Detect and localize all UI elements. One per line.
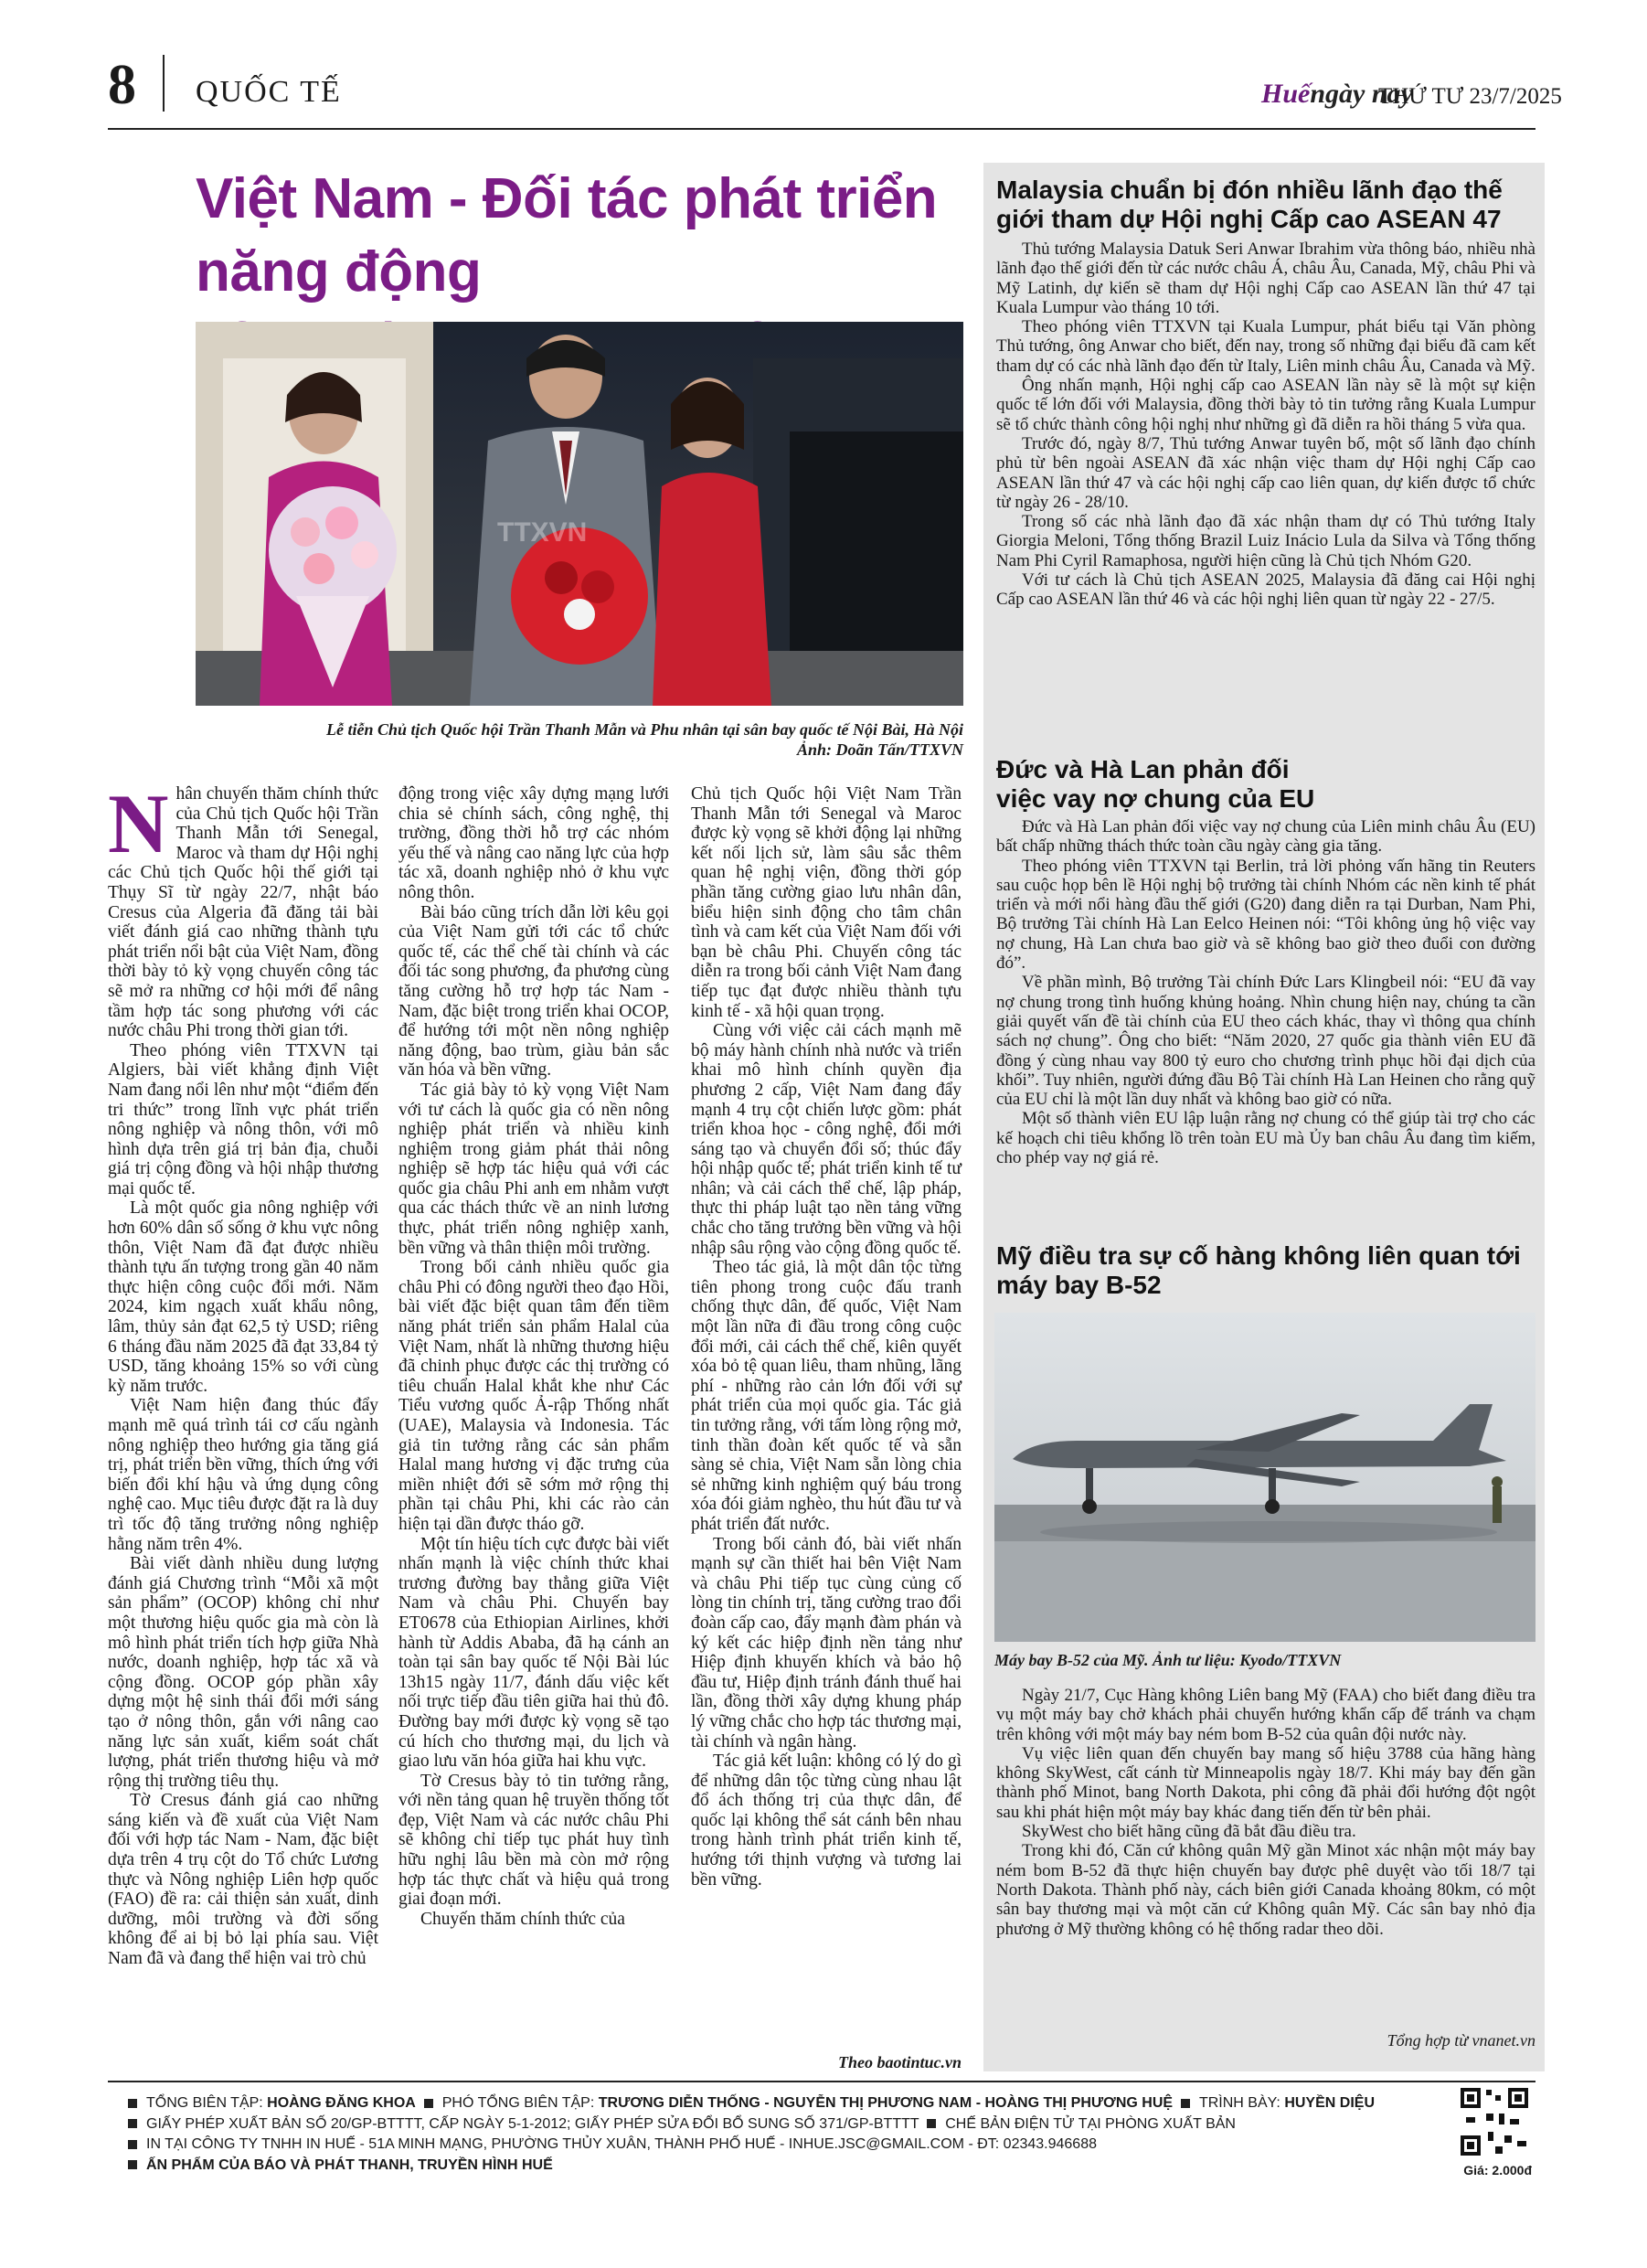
paragraph: Tờ Cresus bày tỏ tin tưởng rằng, với nền tảng quan hệ truyền thống tốt đẹp, Việt Nam và các nước châu Phi sẽ không chỉ tiếp tục phát huy tình hữu nghị lâu bền mà còn mở rộng hợp tác thực chất và hiệu quả trong giai đoạn mới. — [398, 1771, 669, 1910]
photo-watermark: TTXVN — [497, 517, 588, 548]
paragraph: Một tín hiệu tích cực được bài viết nhấn mạnh là việc chính thức khai trương đường bay thẳng giữa Việt Nam và châu Phi. Chuyến bay ET0678 của Ethiopian Airlines, khởi hành từ Addis Ababa, đã hạ cánh an toàn tại sân bay quốc tế Nội Bài lúc 13h15 ngày 11/7, đánh dấu việc kết nối trực tiếp đầu tiên giữa hai thủ đô. Đường bay mới được kỳ vọng sẽ tạo cú hích cho thương mại, du lịch và giao lưu văn hóa giữa hai khu vực. — [398, 1534, 669, 1772]
paragraph: Cùng với việc cải cách mạnh mẽ bộ máy hành chính nhà nước và triển khai mô hình chính quyền địa phương 2 cấp, Việt Nam đang đẩy mạnh 4 trụ cột chiến lược gồm: phát triển khoa học - công nghệ, đổi mới sáng tạo và chuyển đổi số; thúc đẩy hội nhập quốc tế; phát triển kinh tế tư nhân; và cải cách thể chế, lập pháp, thực thi pháp luật tạo nền tảng vững chắc cho tăng trưởng bền vững và hội nhập sâu rộng vào cộng đồng quốc tế. — [691, 1021, 962, 1258]
article-source: Theo baotintuc.vn — [837, 2053, 962, 2071]
masthead-footer — [128, 2093, 1426, 2176]
photo-caption: Lễ tiễn Chủ tịch Quốc hội Trần Thanh Mẫn và Phu nhân tại sân bay quốc tế Nội Bài, Hà Nội — [326, 720, 963, 739]
sidebar-article-b52 — [996, 1686, 1535, 1939]
article-column-3 — [691, 784, 962, 1890]
paragraph: Chuyến thăm chính thức của — [420, 1909, 625, 1929]
paragraph: Với tư cách là Chủ tịch ASEAN 2025, Malaysia đã đăng cai Hội nghị Cấp cao ASEAN lần thứ 46 và các hội nghị liên quan từ ngày 22 - 27/5. — [996, 570, 1535, 610]
square-bullet-icon — [128, 2160, 137, 2169]
header-rule — [108, 128, 1535, 130]
paragraph: Theo phóng viên TTXVN tại Kuala Lumpur, phát biểu tại Văn phòng Thủ tướng, ông Anwar cho biết, đến nay, trong số những đại biểu đã cam kết tham dự có các nhà lãnh đạo đến từ Italy, Liên minh châu Âu, Canada và Mỹ. — [996, 317, 1535, 376]
sidebar-headline-eu-debt: Đức và Hà Lan phản đối việc vay nợ chung của EU — [996, 755, 1315, 813]
printer-info: IN TẠI CÔNG TY TNHH IN HUẾ - 51A MINH MẠNG, PHƯỜNG THỦY XUÂN, THÀNH PHỐ HUẾ - INHUE.JSC@GMAIL.COM - ĐT: 02343.946688 — [146, 2136, 1097, 2152]
drop-cap: N — [108, 777, 169, 870]
issue-date: THỨ TƯ 23/7/2025 — [1378, 84, 1562, 109]
deputy-editor-names: TRƯƠNG DIỄN THỐNG - NGUYỄN THỊ PHƯƠNG NAM - HOÀNG THỊ PHƯƠNG HUỆ — [598, 2095, 1174, 2111]
headline-line-1: Việt Nam - Đối tác phát triển năng động — [196, 167, 938, 303]
sidebar-article-eu-debt — [996, 817, 1535, 1167]
square-bullet-icon — [128, 2099, 137, 2108]
footer-rule — [108, 2081, 1535, 2082]
paragraph: Việt Nam hiện đang thúc đẩy mạnh mẽ quá trình tái cơ cấu ngành nông nghiệp theo hướng gia tăng giá trị, phát triển bền vững, thích ứng với biến đổi khí hậu và ứng dụng công nghệ cao. Mục tiêu được đặt ra là duy trì tốc độ tăng trưởng nông nghiệp hằng năm trên 4%. — [108, 1396, 378, 1554]
article-column-2 — [398, 784, 669, 1929]
sidebar-headline-malaysia: Malaysia chuẩn bị đón nhiều lãnh đạo thế giới tham dự Hội nghị Cấp cao ASEAN 47 — [996, 176, 1503, 233]
logo-part-a: Huế — [1261, 79, 1311, 109]
page-number: 8 — [108, 54, 136, 116]
footer-line-2 — [128, 2114, 1426, 2135]
article-column-1 — [108, 777, 378, 1969]
square-bullet-icon — [927, 2119, 936, 2128]
paragraph: Trong bối cảnh đó, bài viết nhấn mạnh sự cần thiết hai bên Việt Nam và châu Phi tiếp tục cùng củng cố lòng tin chính trị, tăng cường trao đổi đoàn cấp cao, đẩy mạnh đàm phán và ký kết các hiệp định nền tảng như Hiệp định khuyến khích và bảo hộ đầu tư, Hiệp định tránh đánh thuế hai lần, đồng thời xây dựng khung pháp lý vững chắc cho hợp tác thương mại, tài chính và ngân hàng. — [691, 1534, 962, 1752]
header-divider — [163, 55, 165, 112]
paragraph: Bài báo cũng trích dẫn lời kêu gọi của Việt Nam gửi tới các tổ chức quốc tế, các thể chế tài chính và các đối tác song phương, đa phương cùng tăng cường hỗ trợ hợp tác Nam - Nam, đặc biệt trong triển khai OCOP, để hướng tới một nền nông nghiệp năng động, bao trùm, giàu bản sắc văn hóa và bền vững. — [398, 902, 669, 1081]
paragraph: động trong việc xây dựng mạng lưới chia sẻ chính sách, công nghệ, thị trường, đồng thời hỗ trợ các nhóm yếu thế và nâng cao năng lực của hợp tác xã, doanh nghiệp nhỏ ở khu vực nông thôn. — [398, 784, 669, 902]
paragraph: Tác giả kết luận: không có lý do gì để những dân tộc từng cùng nhau lật đổ ách thống trị của thực dân, để quốc lại không thể sát cánh bên nhau trong hành trình phát triển kinh tế, hướng tới thịnh vượng và tương lai bền vững. — [691, 1752, 962, 1890]
paragraph: Theo tác giả, là một dân tộc từng tiên phong trong cuộc đấu tranh chống thực dân, đế quốc, Việt Nam một lần nữa đi đầu trong công cuộc đổi mới, cải cách thể chế, kiên quyết xóa bỏ tệ quan liêu, tham nhũng, lãng phí - những rào cản lớn đối với sự phát triển của mọi quốc gia. Tác giả tin tưởng rằng, với tấm lòng rộng mở, tinh thần đoàn kết quốc tế và sẵn sàng sẻ chia, Việt Nam sẵn lòng chia sẻ những kinh nghiệm quý báu trong xóa đói giảm nghèo, thu hút đầu tư và phát triển đất nước. — [691, 1258, 962, 1534]
b52-photo-illustration — [994, 1313, 1535, 1642]
paragraph: Tờ Cresus đánh giá cao những sáng kiến và đề xuất của Việt Nam đối với hợp tác Nam - Nam, đặc biệt dựa trên 4 trụ cột do Tổ chức Lương thực và Nông nghiệp Liên hợp quốc (FAO) đề ra: cải thiện sản xuất, dinh dưỡng, môi trường và đời sống không để ai bị bỏ lại phía sau. Việt Nam đã và đang thể hiện vai trò chủ — [108, 1791, 378, 1969]
editor-label: TỔNG BIÊN TẬP: — [146, 2095, 268, 2111]
price-label: Giá: 2.000đ — [1463, 2163, 1532, 2177]
paragraph: Ông nhấn mạnh, Hội nghị cấp cao ASEAN lần này sẽ là một sự kiện quốc tế lớn đối với Malaysia, đồng thời bày tỏ tin tưởng rằng Kuala Lumpur sẽ tổ chức thành công hội nghị như những gì đã diễn ra hồi tháng 5 vừa qua. — [996, 376, 1535, 434]
b52-article-source: Tổng hợp từ vnanet.vn — [1387, 2031, 1535, 2050]
sidebar-headline-b52: Mỹ điều tra sự cố hàng không liên quan tới máy bay B-52 — [996, 1241, 1521, 1299]
publisher-info: ẤN PHẨM CỦA BÁO VÀ PHÁT THANH, TRUYỀN HÌNH HUẾ — [146, 2156, 553, 2173]
lead-paragraph — [108, 777, 378, 1041]
deputy-editor-label: PHÓ TỔNG BIÊN TẬP: — [441, 2095, 599, 2111]
paragraph: Là một quốc gia nông nghiệp với hơn 60% dân số sống ở khu vực nông thôn, Việt Nam đã đạt được nhiều thành tựu ấn tượng trong gần 40 năm thực hiện công cuộc đổi mới. Năm 2024, kim ngạch xuất khẩu nông, lâm, thủy sản đạt 62,5 tỷ USD; riêng 6 tháng đầu năm 2025 đã đạt 33,84 tỷ USD, tăng khoảng 15% so với cùng kỳ năm trước. — [108, 1198, 378, 1396]
footer-line-1 — [128, 2093, 1426, 2114]
lead-text: hân chuyến thăm chính thức của Chủ tịch Quốc hội Trần Thanh Mẫn tới Senegal, Maroc và tham dự Hội nghị các Chủ tịch Quốc hội thế giới tại Thụy Sĩ từ ngày 22/7, nhật báo Cresus của Algeria đã đăng tải bài viết đánh giá cao những thành tựu phát triển nổi bật của Việt Nam, đồng thời bày tỏ kỳ vọng chuyến công tác sẽ mở ra những cơ hội mới để nâng tầm hợp tác song phương với các nước châu Phi trong thời gian tới. — [108, 784, 378, 1041]
paragraph: Bài viết dành nhiều dung lượng đánh giá Chương trình “Mỗi xã một sản phẩm” (OCOP) không chỉ như một thương hiệu quốc gia mà còn là mô hình phát triển tích hợp giữa Nhà nước, doanh nghiệp, hợp tác xã và cộng đồng. OCOP góp phần xây dựng một hệ sinh thái đổi mới sáng tạo ở nông thôn, gắn với nâng cao năng lực sản xuất, kiểm soát chất lượng, phát triển thương hiệu và mở rộng thị trường tiêu thụ. — [108, 1554, 378, 1791]
paragraph: Theo phóng viên TTXVN tại Berlin, trả lời phỏng vấn hãng tin Reuters sau cuộc họp bên lề Hội nghị bộ trưởng tài chính Nhóm các nền kinh tế phát triển và mới nổi hàng đầu thế giới (G20) đang diễn ra tại Durban, Nam Phi, Bộ trưởng Tài chính Hà Lan Eelco Heinen nói: “Tôi không ủng hộ việc vay nợ chung, Hà Lan chưa bao giờ và sẽ không bao giờ theo đuổi con đường đó”. — [996, 856, 1535, 974]
paragraph: SkyWest cho biết hãng cũng đã bắt đầu điều tra. — [1022, 1822, 1356, 1842]
license-info: GIẤY PHÉP XUẤT BẢN SỐ 20/GP-BTTTT, CẤP NGÀY 5-1-2012; GIẤY PHÉP SỬA ĐỔI BỔ SUNG SỐ 371/GP-BTTTT — [146, 2115, 919, 2132]
main-photo — [196, 322, 963, 706]
b52-photo — [994, 1313, 1535, 1642]
b52-photo-caption: Máy bay B-52 của Mỹ. Ảnh tư liệu: Kyodo/TTXVN — [994, 1651, 1342, 1669]
paragraph: Về phần mình, Bộ trưởng Tài chính Đức Lars Klingbeil nói: “EU đã vay nợ chung trong tình huống khủng hoảng. Nhìn chung hiện nay, chúng ta cần giải quyết vấn đề tài chính của EU theo cách khác, thay vì thông qua chính sách nợ chung”. Ông cho biết: “Năm 2020, 27 quốc gia thành viên EU đã đồng ý cùng nhau vay 800 tỷ euro cho chương trình phục hồi đại dịch của khối”. Tuy nhiên, người đứng đầu Bộ Tài chính Hà Lan Heinen cho rằng quỹ của EU chỉ là một lần duy nhất và không bao giờ có nữa. — [996, 973, 1535, 1110]
paragraph: Trước đó, ngày 8/7, Thủ tướng Anwar tuyên bố, một số lãnh đạo chính phủ từ bên ngoài ASEAN đã xác nhận việc tham dự Hội nghị Cấp cao ASEAN lần thứ 47 và các hội nghị cấp cao liên quan, dự kiến được tổ chức từ ngày 26 - 28/10. — [996, 433, 1535, 512]
square-bullet-icon — [128, 2140, 137, 2149]
layout-label: TRÌNH BÀY: — [1198, 2095, 1285, 2111]
paragraph: Một số thành viên EU lập luận rằng nợ chung có thể giúp tài trợ cho các kế hoạch chi tiêu khổng lồ trên toàn EU mà Ủy ban châu Âu đang tìm kiếm, cho phép vay nợ giá rẻ. — [996, 1109, 1535, 1168]
typesetting-info: CHẾ BẢN ĐIỆN TỬ TẠI PHÒNG XUẤT BẢN — [945, 2115, 1236, 2132]
qr-code-icon[interactable] — [1459, 2086, 1530, 2157]
paragraph: Theo phóng viên TTXVN tại Algiers, bài viết khẳng định Việt Nam đang nổi lên như một “điểm đến tri thức” trong lĩnh vực phát triển nông nghiệp và nông thôn, với mô hình dựa trên giá trị bản địa, chuỗi giá trị cộng đồng và hội nhập thương mại quốc tế. — [108, 1040, 378, 1198]
paragraph: Thủ tướng Malaysia Datuk Seri Anwar Ibrahim vừa thông báo, nhiều nhà lãnh đạo thế giới đến từ các nước châu Á, châu Âu, Canada, Mỹ, châu Phi và Mỹ Latinh, dự kiến sẽ tham dự Hội nghị Cấp cao ASEAN lần thứ 47 tại Kuala Lumpur vào tháng 10 tới. — [996, 240, 1535, 317]
sidebar-article-malaysia — [996, 240, 1535, 610]
paragraph: Trong khi đó, Căn cứ không quân Mỹ gần Minot xác nhận một máy bay ném bom B-52 đã thực hiện chuyến bay được phê duyệt vào tối 18/7 tại North Dakota. Thành phố này, cách biên giới Canada khoảng 80km, có một sân bay thương mại và một căn cứ Không quân Mỹ. Các sân bay nhỏ địa phương ở Mỹ thường không có hệ thống radar theo dõi. — [996, 1841, 1535, 1939]
paragraph: Tác giả bày tỏ kỳ vọng Việt Nam với tư cách là quốc gia có nền nông nghiệp phát triển và nhiều kinh nghiệm trong giảm phát thải nông nghiệp sẽ hợp tác hiệu quả với các quốc gia châu Phi anh em nhằm vượt qua các thách thức về an ninh lương thực, phát triển nông nghiệp xanh, bền vững và thân thiện môi trường. — [398, 1080, 669, 1258]
editor-name: HOÀNG ĐĂNG KHOA — [267, 2095, 416, 2111]
main-photo-illustration — [196, 322, 963, 706]
paragraph: Vụ việc liên quan đến chuyến bay mang số hiệu 3788 của hãng hàng không SkyWest, cất cánh từ Minneapolis ngày 18/7. Khi máy bay đến gần thành phố Minot, bang North Dakota, phi công đã phải đổi hướng đột ngột sau khi phát hiện một máy bay khác đang tiến đến từ bên phải. — [996, 1743, 1535, 1822]
paragraph: Trong số các nhà lãnh đạo đã xác nhận tham dự có Thủ tướng Italy Giorgia Meloni, Tổng thống Brazil Luiz Inácio Lula da Silva và Tổng thống Nam Phi Cyril Ramaphosa, người hiện cũng là Chủ tịch Nhóm G20. — [996, 512, 1535, 570]
paragraph: Chủ tịch Quốc hội Việt Nam Trần Thanh Mẫn tới Senegal và Maroc được kỳ vọng sẽ khởi động lại những kết nối lịch sử, làm sâu sắc thêm quan hệ nghị viện, đồng thời góp phần tăng cường giao lưu nhân dân, biểu hiện sinh động cho tâm chân tình và cam kết của Việt Nam đối với bạn bè châu Phi. Chuyến công tác diễn ra trong bối cảnh Việt Nam đang tiếp tục đạt được nhiều thành tựu kinh tế - xã hội quan trọng. — [691, 784, 962, 1021]
square-bullet-icon — [424, 2099, 433, 2108]
footer-line-4 — [128, 2156, 1426, 2177]
photo-credit: Ảnh: Doãn Tấn/TTXVN — [796, 740, 963, 759]
logo-part-b: ngày nay — [1310, 79, 1413, 109]
paragraph: Trong bối cảnh nhiều quốc gia châu Phi có đông người theo đạo Hồi, bài viết đặc biệt quan tâm đến tiềm năng phát triển sản phẩm Halal của Việt Nam, nhất là những thương hiệu đã chinh phục được các thị trường có tiêu chuẩn Halal khắt khe như Các Tiểu vương quốc Ả-rập Thống nhất (UAE), Malaysia và Indonesia. Tác giả tin tưởng rằng các sản phẩm Halal mang hương vị đặc trưng của miền nhiệt đới sẽ sớm mở rộng thị phần tại châu Phi, khi các rào cản hiện tại dần được tháo gỡ. — [398, 1258, 670, 1534]
square-bullet-icon — [1181, 2099, 1190, 2108]
section-title: QUỐC TẾ — [196, 75, 342, 109]
paragraph: Đức và Hà Lan phản đối việc vay nợ chung của Liên minh châu Âu (EU) bất chấp những thách thức toàn cầu ngày càng gia tăng. — [996, 817, 1535, 857]
footer-line-3 — [128, 2135, 1426, 2156]
square-bullet-icon — [128, 2119, 137, 2128]
layout-name: HUYỀN DIỆU — [1284, 2095, 1375, 2111]
paragraph: Ngày 21/7, Cục Hàng không Liên bang Mỹ (FAA) cho biết đang điều tra vụ một máy bay chở khách phải chuyển hướng khẩn cấp để tránh va chạm trên không với một máy bay ném bom B-52 của quân đội nước này. — [996, 1686, 1535, 1744]
